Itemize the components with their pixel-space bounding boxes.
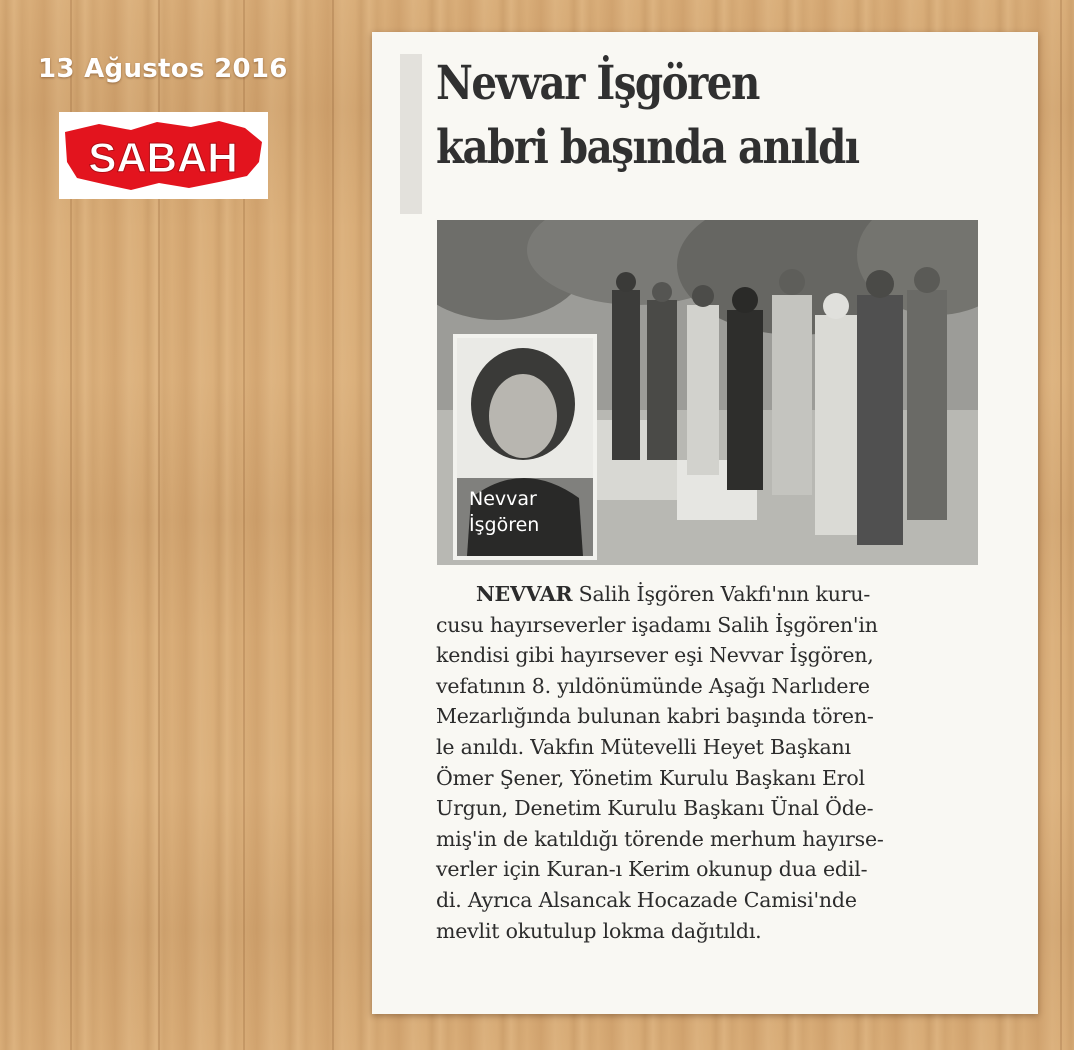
body-line: Urgun, Denetim Kurulu Başkanı Ünal Öde- [436,796,874,821]
body-line: vefatının 8. yıldönümünde Aşağı Narlıdere [436,673,870,698]
headline-line-2: kabri başında anıldı [436,120,859,175]
newspaper-clipping [372,32,1038,1014]
body-line: cusu hayırseverler işadamı Salih İşgören'in [436,612,878,637]
lead-word: NEVVAR [476,582,573,606]
body-line: kendisi gibi hayırsever eşi Nevvar İşgören, [436,643,874,668]
wood-seam [332,0,334,1050]
portrait-inset [453,334,597,560]
body-line: miş'in de katıldığı törende merhum hayırse- [436,826,884,851]
sabah-logo [59,112,268,199]
body-line: le anıldı. Vakfın Mütevelli Heyet Başkanı [436,734,851,759]
body-line: Ömer Şener, Yönetim Kurulu Başkanı Erol [436,765,865,790]
sabah-logo-mark [59,112,268,199]
caption-line-1: Nevvar [469,488,537,510]
body-line: mevlit okutulup lokma dağıtıldı. [436,918,762,943]
headline-line-1: Nevvar İşgören [436,56,759,111]
body-line: verler için Kuran-ı Kerim okunup dua edil- [436,857,868,882]
caption-line-2: İşgören [469,514,540,536]
wood-seam [1060,0,1062,1050]
ceremony-photo [437,220,978,565]
article-body [436,579,976,946]
body-line: di. Ayrıca Alsancak Hocazade Camisi'nde [436,887,857,912]
logo-text: SABAH [88,134,238,181]
body-line: Mezarlığında bulunan kabri başında tören- [436,704,874,729]
body-line: NEVVAR Salih İşgören Vakfı'nın kuru- [476,582,871,606]
clipping-shadow [400,54,422,214]
article-headline [436,52,918,180]
publication-date: 13 Ağustos 2016 [38,54,288,84]
portrait-caption [469,486,589,538]
